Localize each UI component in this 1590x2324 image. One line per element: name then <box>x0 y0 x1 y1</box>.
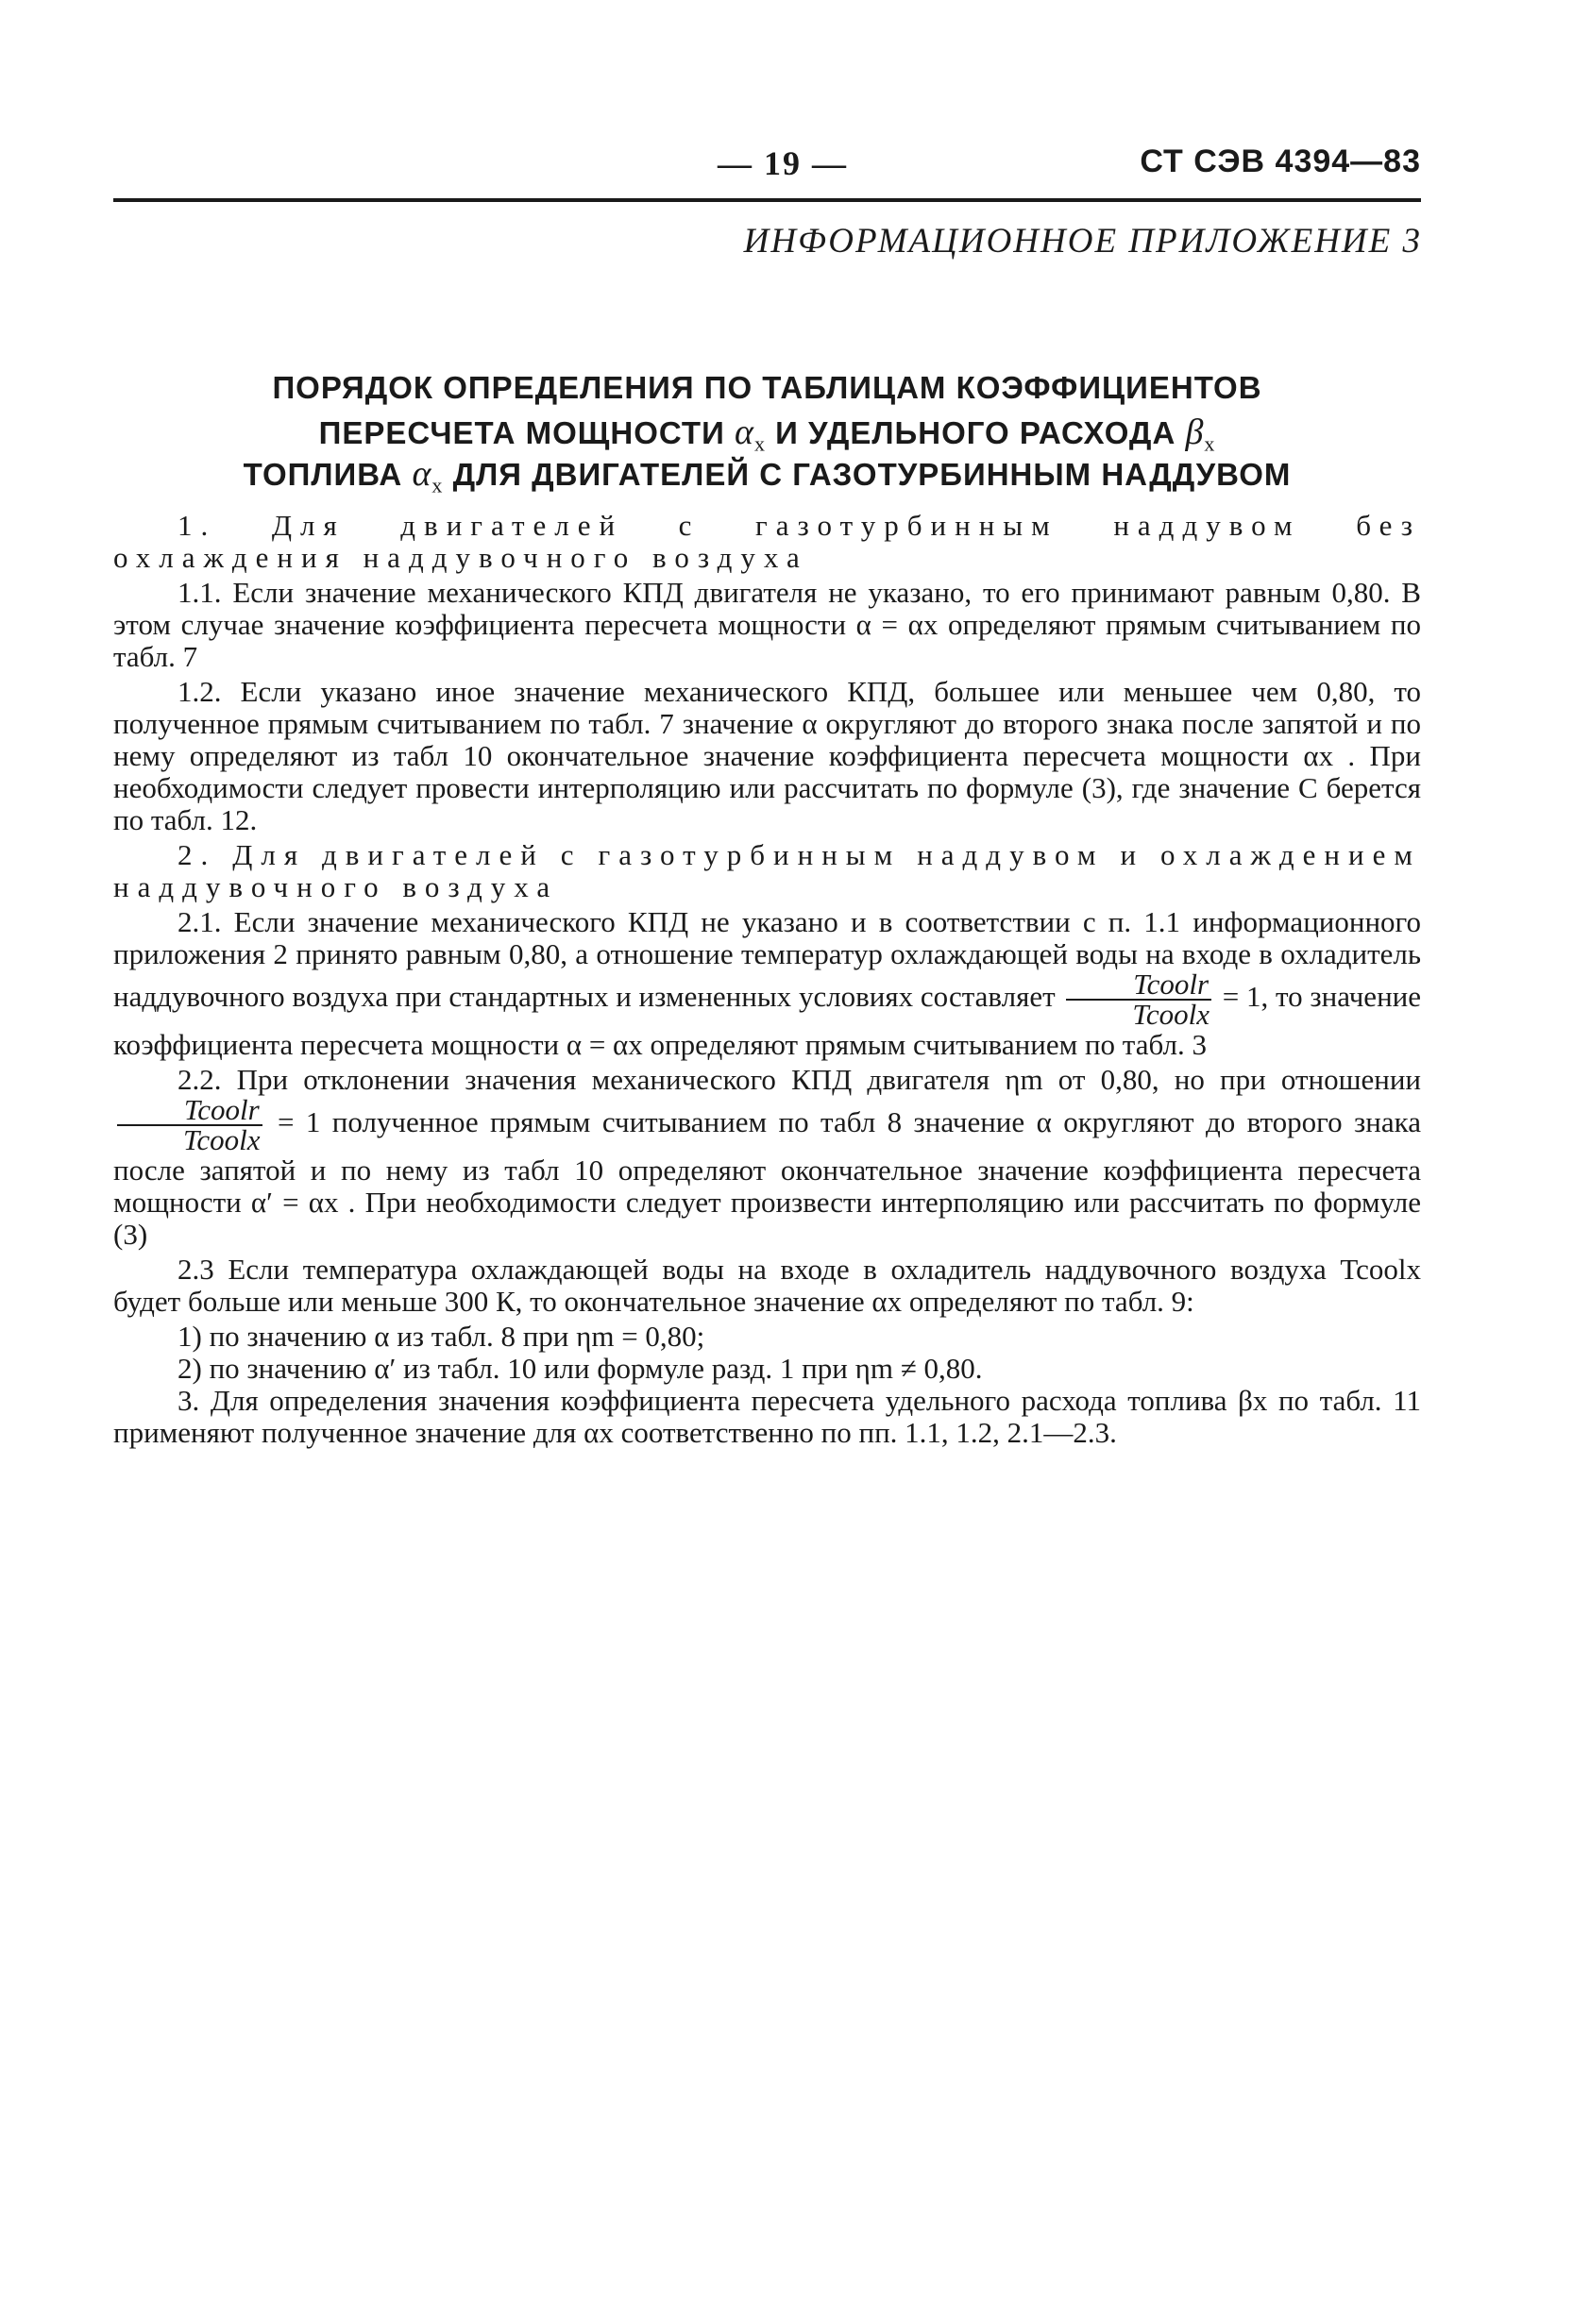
paragraph-2-2: 2.2. При отклонении значения механического КПД двигателя ηm от 0,80, но при отношении $\frac{\text{Tcoolr}}{\text{Tcoolx}}$ = 1 полученное прямым считыванием по табл 8 значение α округляют до второго знака после запятой и по нему из табл 10 определяют окончательное значение коэффициента пересчета мощности α′ = αx . При необходимости следует произвести интерполяцию или рассчитать по формуле (3) <box>113 1063 1421 1251</box>
page-number: — 19 — <box>718 144 848 182</box>
page-header <box>113 143 1421 191</box>
paragraph-3: 3. Для определения значения коэффициента пересчета удельного расхода топлива βx по табл. 11 применяют полученное значение для αx соответственно по пп. 1.1, 1.2, 2.1—2.3. <box>113 1384 1421 1449</box>
appendix-label: ИНФОРМАЦИОННОЕ ПРИЛОЖЕНИЕ 3 <box>743 222 1422 261</box>
list-item: 2) по значению α′ из табл. 10 или формуле разд. 1 при ηm ≠ 0,80. <box>178 1352 983 1385</box>
paragraph-1-2: 1.2. Если указано иное значение механического КПД, большее или меньшее чем 0,80, то полученное прямым считыванием по табл. 7 значение α округляют до второго знака после запятой и по нему определяют из табл 10 окончательное значение коэффициента пересчета мощности αx . При необходимости следует провести интерполяцию или рассчитать по формуле (3), где значение C берется по табл. 12. <box>113 675 1421 836</box>
section-1-heading: 1. Для двигателей с газотурбинным наддувом без охлаждения наддувочного воздуха <box>113 509 1421 574</box>
title-line-1: ПОРЯДОК ОПРЕДЕЛЕНИЯ ПО ТАБЛИЦАМ КОЭФФИЦИЕНТОВ <box>272 370 1262 405</box>
standard-code: СТ СЭВ 4394—83 <box>1140 143 1421 179</box>
list-item: 1) по значению α из табл. 8 при ηm = 0,80; <box>178 1320 705 1353</box>
paragraph-2-1: 2.1. Если значение механического КПД не указано и в соответствии с п. 1.1 информационного приложения 2 принято равным 0,80, а отношение температур охлаждающей воды на входе в охладитель наддувочного воздуха при стандартных и измененных условиях составляет $\frac{\text{Tcoolr}}{\text{Tcoolx}}$ = 1, то значение коэффициента пересчета мощности α = αx определяют прямым считыванием по табл. 3 <box>113 905 1422 1061</box>
title-line-2: ПЕРЕСЧЕТА МОЩНОСТИ $\alpha_x$ И УДЕЛЬНОГО РАСХОДА $\beta_x$ <box>318 413 1216 456</box>
section-2-heading: 2. Для двигателей с газотурбинным наддувом и охлаждением наддувочного воздуха <box>113 838 1421 903</box>
document-body <box>113 510 1421 1452</box>
paragraph-2-3: 2.3 Если температура охлаждающей воды на входе в охладитель наддувочного воздуха Tcoolx будет больше или меньше 300 К, то окончательное значение αx определяют по табл. 9: <box>113 1253 1421 1318</box>
paragraph-1-1: 1.1. Если значение механического КПД двигателя не указано, то его принимают равным 0,80. В этом случае значение коэффициента пересчета мощности α = αx определяют прямым считыванием по табл. 7 <box>113 576 1421 673</box>
title-line-3: ТОПЛИВА $\alpha_x$ ДЛЯ ДВИГАТЕЛЕЙ С ГАЗОТУРБИННЫМ НАДДУВОМ <box>243 454 1292 497</box>
temperature-ratio-fraction: $\frac{\text{Tcoolr}}{\text{Tcoolx}}$ <box>117 1096 262 1154</box>
header-rule <box>113 198 1421 202</box>
temperature-ratio-fraction: $\frac{\text{Tcoolr}}{\text{Tcoolx}}$ <box>1066 970 1211 1029</box>
